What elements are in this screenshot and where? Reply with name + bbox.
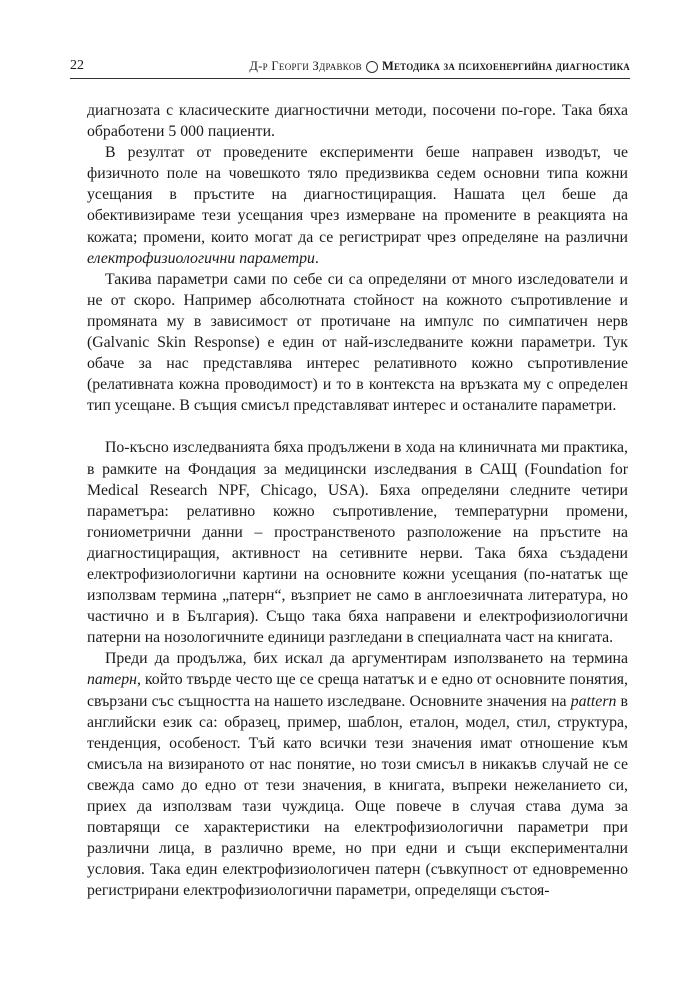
author-name: Д-р Георги Здравков xyxy=(249,59,362,73)
paragraph-text: . xyxy=(314,249,319,267)
paragraph-text: Преди да продължа, бих искал да аргументирам използването на термина xyxy=(105,650,628,668)
paragraph-text: Такива параметри сами по себе си са определяни от много изследователи и не от скоро. Например абсолютната стойност на кожното съпротивление и промяната му в зависимост от протичане на импулс по симпатичен нерв (Galvanic Skin Response) е един от най-изследваните кожни параметри. Тук обаче за нас представлява интерес релативното кожно съпротивление (релативната кожна проводимост) и то в контекста на връзката му с определен тип усещане. В същия смисъл представляват интерес и останалите параметри. xyxy=(87,270,628,415)
body-text xyxy=(87,100,628,901)
paragraph-2 xyxy=(87,142,628,269)
paragraph-emphasis: електрофизиологични параметри xyxy=(87,249,315,267)
paragraph-3 xyxy=(87,269,628,417)
book-title: Методика за психоенергийна диагностика xyxy=(381,59,630,73)
running-title xyxy=(249,59,630,78)
paragraph-5 xyxy=(87,648,628,901)
paragraph-text: В резултат от проведените експерименти беше направен изводът, че физичното поле на човешкото тяло предизвиква седем основни типа кожни усещания в пръстите на диагностициращия. Нашата цел беше да обективизираме тези усещания чрез измерване на промените в реакцията на кожата; промени, които могат да се регистрират чрез определяне на различни xyxy=(87,144,628,246)
circle-ornament-icon xyxy=(366,61,378,73)
paragraph-text: По-късно изследванията бяха продължени в хода на клиничната ми практика, в рамките на Фондация за медицински изследвания в САЩ (Foundation for Medical Research NPF, Chicago, USA). Бяха определяни следните четири параметъра: релативно кожно съпротивление, температурни промени, гониометрични данни – пространственото разположение на пръстите на диагностициращия, активност на сетивните нерви. Така бяха създадени електрофизиологични картини на основните кожни усещания (по-нататък ще използвам термина „патерн“, възприет не само в англоезичната литература, но частично и в България). Също така бяха направени и електрофизиологични патерни на нозологичните единици разгледани в специалната част на книгата. xyxy=(87,439,628,647)
paragraph-1 xyxy=(87,100,628,142)
running-header xyxy=(70,56,630,79)
paragraph-emphasis: pattern xyxy=(570,692,617,710)
page-number: 22 xyxy=(70,58,84,73)
paragraph-emphasis: патерн xyxy=(87,671,137,689)
paragraph-text: в английски език са: образец, пример, шаблон, еталон, модел, стил, структура, тенденция, особеност. Тъй като всички тези значения имат отношение към смисъла на визираното от нас понятие, но този смисъл в никакъв случай не се свежда само до едно от тези значения, в книгата, въпреки нежеланието си, приех да използвам тази чуждица. Още повече в случая става дума за повтарящи се характеристики на електрофизиологични параметри при различни лица, в различно време, но при едни и същи експериментални условия. Така един електрофизиологичен патерн (съвкупност от едновременно регистрирани електрофизиологични параметри, определящи състоя- xyxy=(87,692,628,900)
paragraph-4 xyxy=(87,437,628,648)
paragraph-text: , който твърде често ще се среща нататък и е едно от основните понятия, свързани със същността на нашето изследване. Основните значения на xyxy=(87,671,628,710)
paragraph-text: диагнозата с класическите диагностични методи, посочени по-горе. Така бяха обработени 5 000 пациенти. xyxy=(87,102,628,141)
